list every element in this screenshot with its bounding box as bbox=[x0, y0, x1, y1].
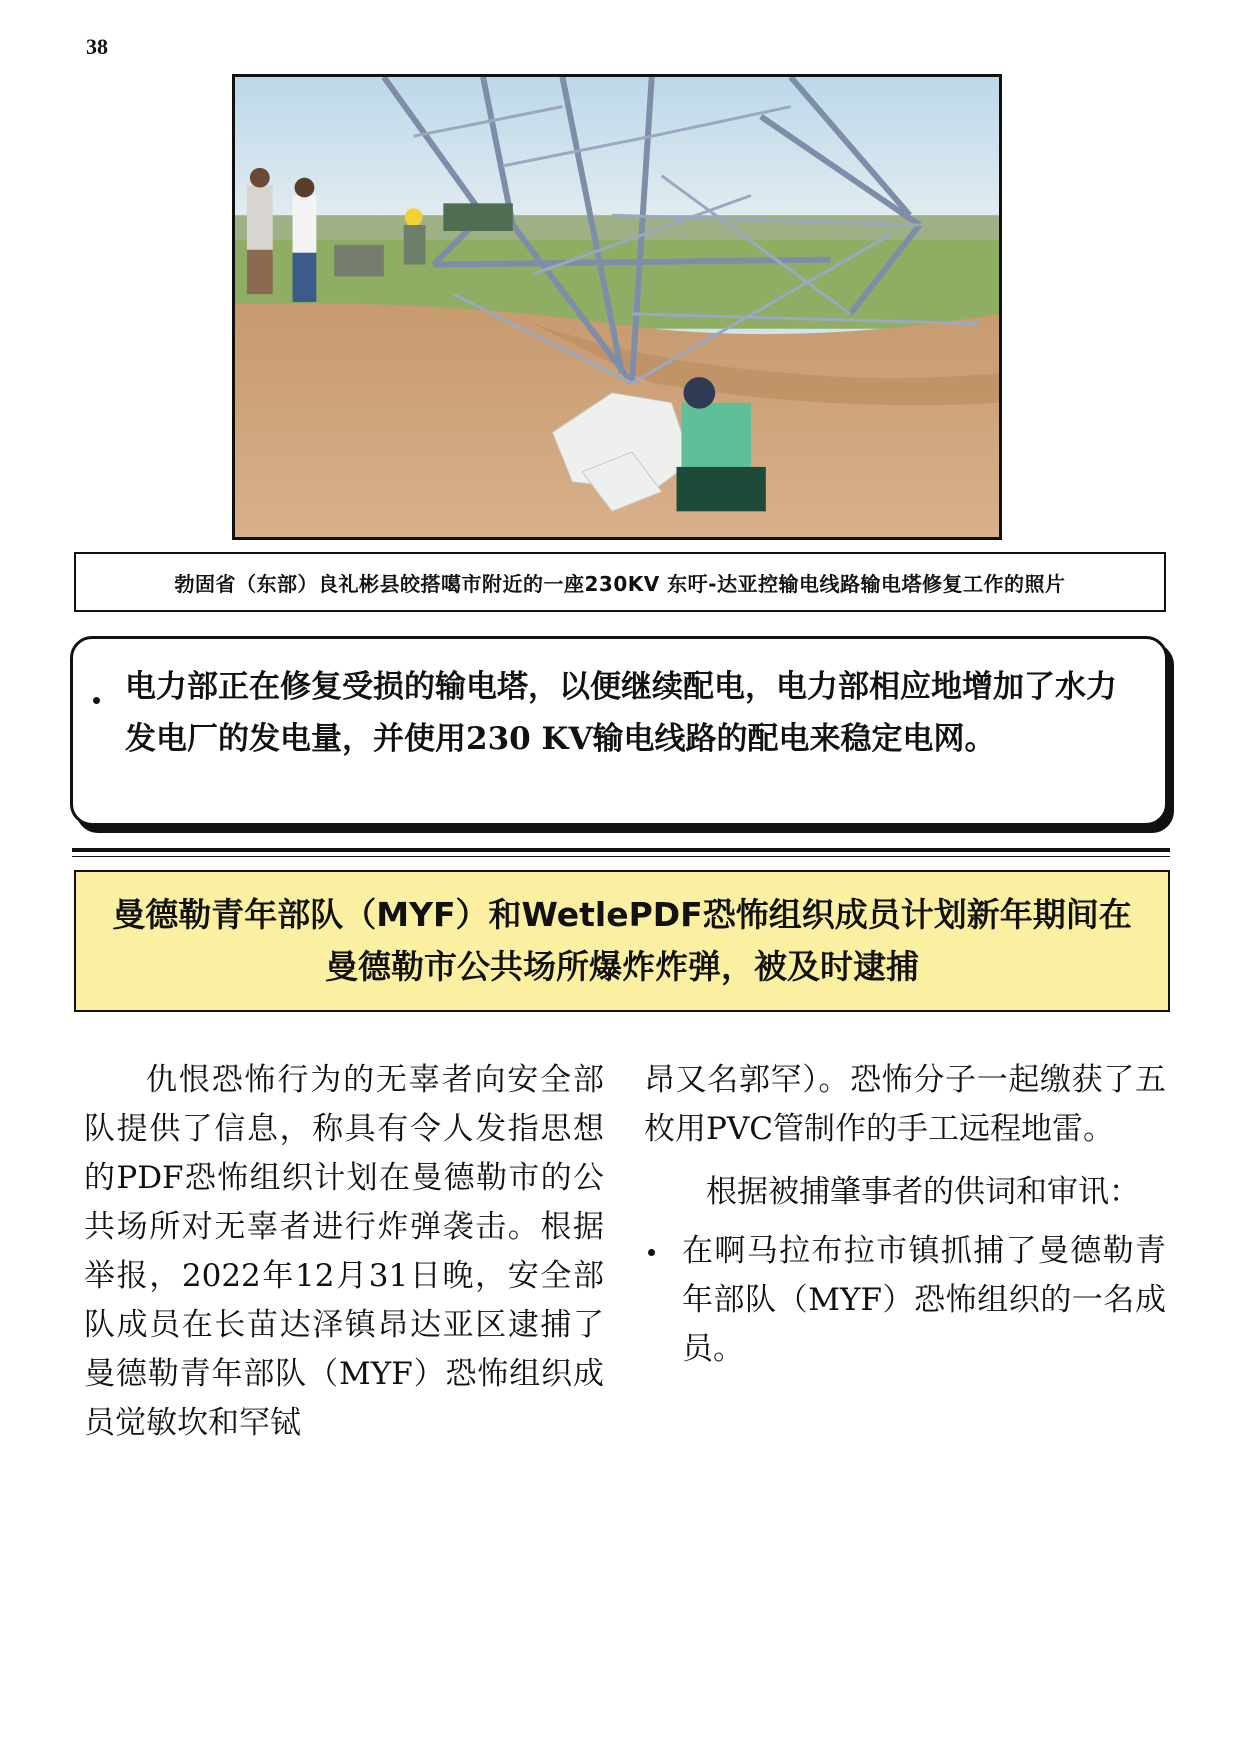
tower-repair-illustration bbox=[235, 77, 999, 537]
article-left-column bbox=[84, 1056, 604, 1448]
photo-caption: 勃固省（东部）良礼彬县皎搭噶市附近的一座230KV 东吁-达亚控输电线路输电塔修复工作的照片 bbox=[174, 571, 1066, 596]
transmission-tower-photo bbox=[232, 74, 1002, 540]
section-divider bbox=[72, 848, 1170, 852]
article-paragraph: 昂又名郭罕）。恐怖分子一起缴获了五枚用PVC管制作的手工远程地雷。 bbox=[644, 1062, 1166, 1147]
article-headline-line-1: 曼德勒青年部队（MYF）和WetlePDF恐怖组织成员计划新年期间在 bbox=[112, 895, 1132, 934]
article-paragraph: 根据被捕肇事者的供词和审讯： bbox=[706, 1174, 1140, 1210]
article-bullet-text: 在啊马拉布拉市镇抓捕了曼德勒青年部队（MYF）恐怖组织的一名成员。 bbox=[682, 1233, 1166, 1367]
section-divider-thin bbox=[72, 856, 1170, 857]
article-right-column bbox=[644, 1056, 1166, 1374]
article-bullet-item bbox=[644, 1227, 1166, 1374]
page-number: 38 bbox=[86, 34, 108, 59]
bullet-icon bbox=[648, 1249, 655, 1256]
bullet-icon bbox=[93, 697, 100, 704]
photo-caption-box bbox=[74, 552, 1166, 612]
callout-text: 电力部正在修复受损的输电塔，以便继续配电，电力部相应地增加了水力发电厂的发电量，并使用230 KV输电线路的配电来稳定电网。 bbox=[125, 669, 1117, 757]
article-headline-box bbox=[74, 870, 1170, 1012]
highlight-callout bbox=[70, 636, 1168, 826]
article-paragraph: 仇恨恐怖行为的无辜者向安全部队提供了信息，称具有令人发指思想的PDF恐怖组织计划在曼德勒市的公共场所对无辜者进行炸弹袭击。根据举报，2022年12月31日晚，安全部队成员在长苗达泽镇昂达亚区逮捕了曼德勒青年部队（MYF）恐怖组织成员觉敏坎和罕铽 bbox=[84, 1062, 604, 1441]
article-headline-line-2: 曼德勒市公共场所爆炸炸弹，被及时逮捕 bbox=[325, 947, 919, 986]
